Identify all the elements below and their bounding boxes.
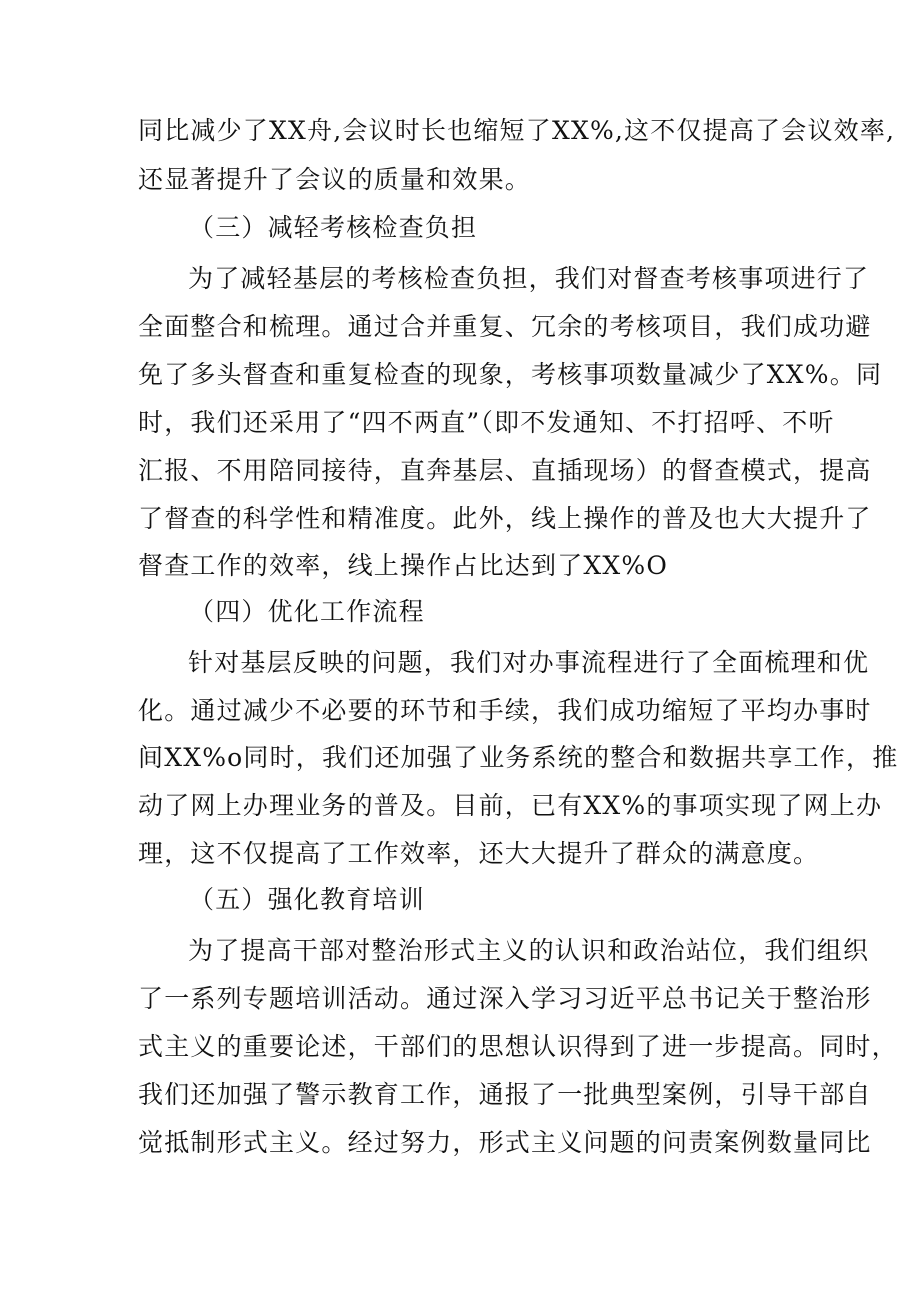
section-heading: （三）减轻考核检查负担 xyxy=(189,213,478,242)
body-line: 督查工作的效率，线上操作占比达到了XX%O xyxy=(138,551,669,580)
body-line: 时，我们还采用了“四不两直”（即不发通知、不打招呼、不听 xyxy=(138,408,835,437)
body-line: 同比减少了XX舟,会议时长也缩短了XX%,这不仅提高了会议效率, xyxy=(138,116,896,145)
body-line: 了督查的科学性和精准度。此外，线上操作的普及也大大提升了 xyxy=(138,504,872,533)
section-heading: （四）优化工作流程 xyxy=(189,597,425,626)
body-line: 间XX%o同时，我们还加强了业务系统的整合和数据共享工作，推 xyxy=(138,743,899,772)
body-line: 理，这不仅提高了工作效率，还大大提升了群众的满意度。 xyxy=(138,839,820,868)
body-line: 全面整合和梳理。通过合并重复、冗余的考核项目，我们成功避 xyxy=(138,312,872,341)
body-line: 为了提高干部对整治形式主义的认识和政治站位，我们组织 xyxy=(188,936,870,965)
body-line: 了一系列专题培训活动。通过深入学习习近平总书记关于整治形 xyxy=(138,984,872,1013)
body-line: 化。通过减少不必要的环节和手续，我们成功缩短了平均办事时 xyxy=(138,696,872,725)
body-line: 汇报、不用陪同接待，直奔基层、直插现场）的督查模式，提高 xyxy=(138,456,872,485)
body-line: 动了网上办理业务的普及。目前，已有XX%的事项实现了网上办 xyxy=(138,791,883,820)
body-line: 针对基层反映的问题，我们对办事流程进行了全面梳理和优 xyxy=(188,648,870,677)
body-line: 为了减轻基层的考核检查负担，我们对督查考核事项进行了 xyxy=(188,264,870,293)
section-heading: （五）强化教育培训 xyxy=(189,885,425,914)
body-line: 免了多头督查和重复检查的现象，考核事项数量减少了XX%。同 xyxy=(138,360,883,389)
body-line: 还显著提升了会议的质量和效果。 xyxy=(138,165,532,194)
body-line: 觉抵制形式主义。经过努力，形式主义问题的问责案例数量同比 xyxy=(138,1128,872,1157)
body-line: 我们还加强了警示教育工作，通报了一批典型案例，引导干部自 xyxy=(138,1080,872,1109)
body-line: 式主义的重要论述，干部们的思想认识得到了进一步提高。同时， xyxy=(138,1032,898,1061)
